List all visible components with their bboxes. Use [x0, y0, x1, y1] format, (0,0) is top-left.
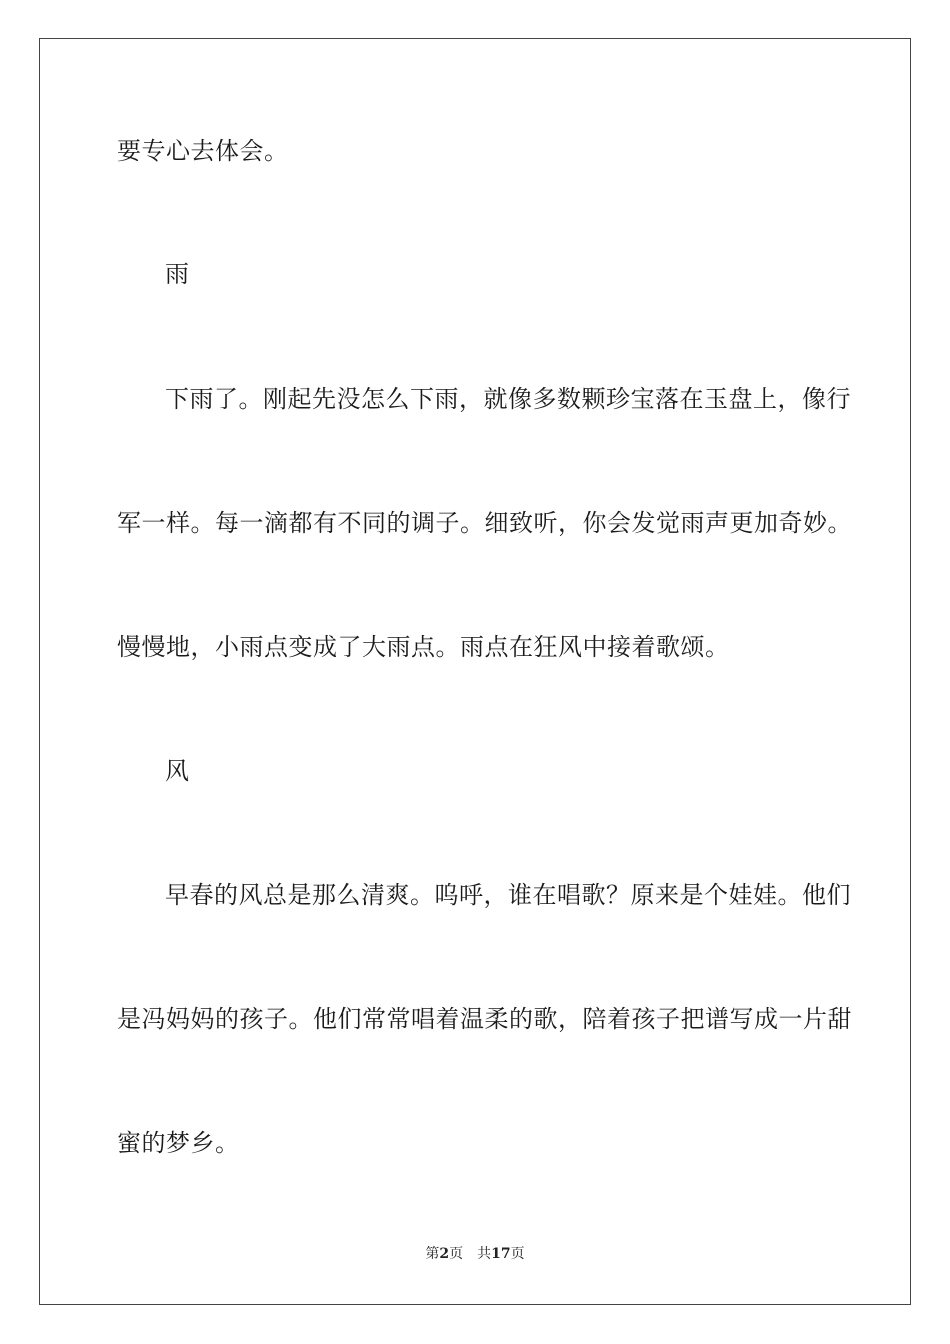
paragraph-line-7: 蜜的梦乡。 — [117, 1129, 240, 1157]
paragraph-line-2: 下雨了。刚起先没怎么下雨，就像多数颗珍宝落在玉盘上，像行 — [165, 385, 851, 413]
paragraph-line-4: 慢慢地，小雨点变成了大雨点。雨点在狂风中接着歌颂。 — [117, 633, 730, 661]
page-border — [39, 38, 911, 1305]
paragraph-line-6: 是冯妈妈的孩子。他们常常唱着温柔的歌，陪着孩子把谱写成一片甜 — [117, 1005, 852, 1033]
section-heading-wind: 风 — [165, 757, 190, 785]
page-footer — [0, 1245, 950, 1263]
section-heading-rain: 雨 — [165, 260, 190, 288]
paragraph-line-1: 要专心去体会。 — [117, 137, 289, 165]
page-suffix: 页 — [449, 1246, 464, 1262]
total-pages: 17 — [491, 1246, 511, 1262]
paragraph-line-5: 早春的风总是那么清爽。呜呼，谁在唱歌？原来是个娃娃。他们 — [165, 881, 851, 909]
paragraph-line-3: 军一样。每一滴都有不同的调子。细致听，你会发觉雨声更加奇妙。 — [117, 509, 852, 537]
page-prefix: 第 — [425, 1246, 440, 1262]
page-number: 2 — [439, 1246, 450, 1262]
total-suffix: 页 — [510, 1246, 525, 1262]
total-prefix: 共 — [477, 1246, 492, 1262]
